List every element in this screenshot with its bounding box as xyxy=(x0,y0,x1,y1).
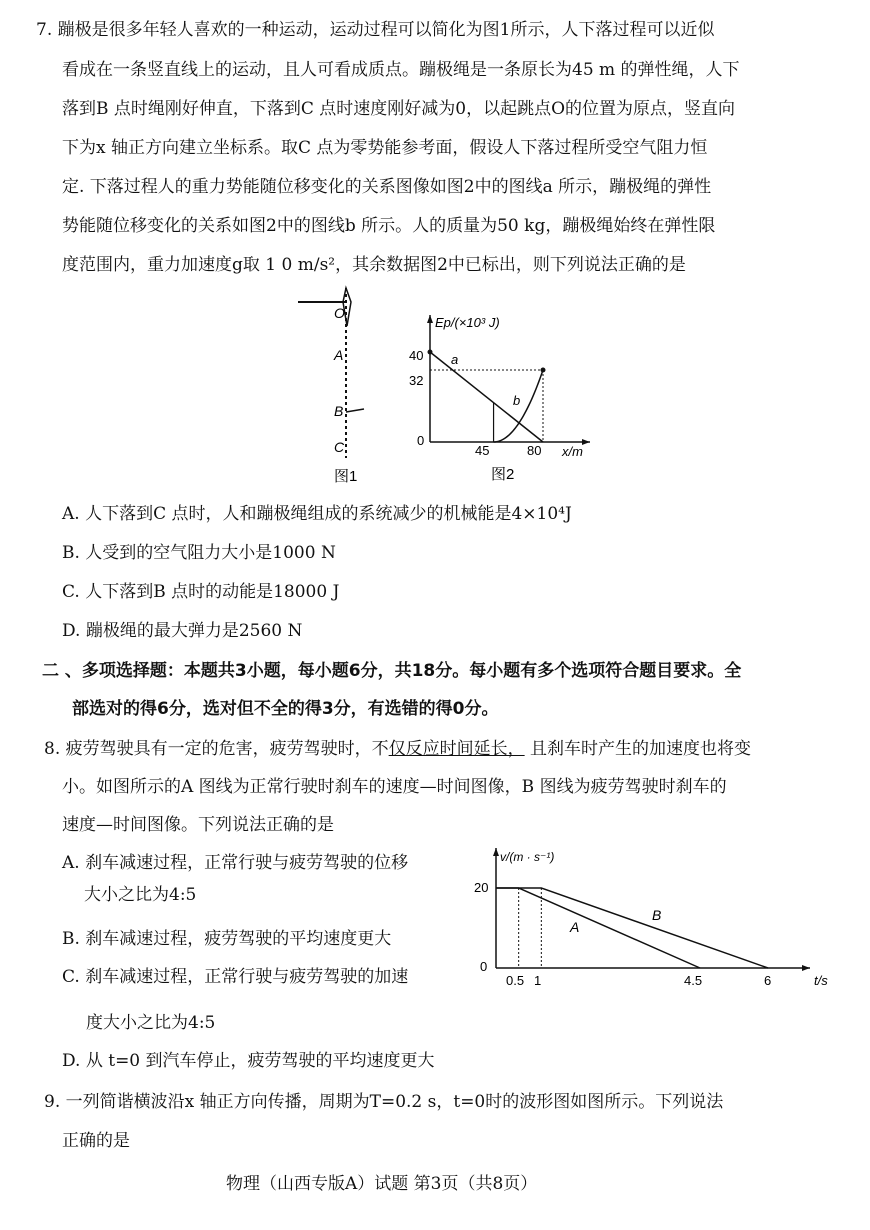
vt-xtick-4-5: 4.5 xyxy=(684,973,703,988)
fig2-point-b-end xyxy=(541,368,546,373)
q8-option-a-cont: 大小之比为4:5 xyxy=(84,885,197,905)
q7-option-d: D. 蹦极绳的最大弹力是2560 N xyxy=(62,621,303,641)
q8-line-1-underlined: 仅反应时间延长， xyxy=(388,739,525,759)
vt-xtick-1: 1 xyxy=(534,973,542,988)
q7-line-5: 定. 下落过程人的重力势能随位移变化的关系图像如图2中的图线a 所示，蹦极绳的弹性 xyxy=(62,177,712,197)
fig2-label-a: a xyxy=(451,352,459,367)
figure-2-energy-chart xyxy=(405,305,620,490)
q7-line-3: 落到B 点时绳刚好伸直，下落到C 点时速度刚好减为0，以起跳点O的位置为原点，竖直向 xyxy=(62,99,736,119)
fig2-xlabel: x/m xyxy=(562,444,583,459)
figure-1-bungee-diagram xyxy=(290,280,380,490)
q8-option-a: A. 刹车减速过程，正常行驶与疲劳驾驶的位移 xyxy=(62,853,409,873)
fig2-xtick-45: 45 xyxy=(475,443,490,458)
q7-line-1: 7. 蹦极是很多年轻人喜欢的一种运动，运动过程可以简化为图1所示，人下落过程可以近似 xyxy=(36,20,715,40)
fig1-label-c: C xyxy=(334,439,345,455)
fig1-caption: 图1 xyxy=(334,468,358,485)
vt-ytick-0: 0 xyxy=(480,959,488,974)
q9-line-1: 9. 一列简谐横波沿x 轴正方向传播，周期为T=0.2 s，t=0时的波形图如图所示。下列说法 xyxy=(44,1092,724,1112)
vt-label-b: B xyxy=(652,907,662,923)
fig2-ytick-32: 32 xyxy=(409,373,424,388)
vt-xlabel: t/s xyxy=(814,973,828,988)
q7-option-a: A. 人下落到C 点时，人和蹦极绳组成的系统减少的机械能是4×10⁴J xyxy=(62,504,572,524)
section-2-heading: 二 、多项选择题：本题共3小题，每小题6分，共18分。每小题有多个选项符合题目要求。全 xyxy=(42,661,742,681)
section-2-heading-line-2: 部选对的得6分，选对但不全的得3分，有选错的得0分。 xyxy=(72,699,499,719)
vt-xtick-6: 6 xyxy=(764,973,772,988)
fig2-ytick-40: 40 xyxy=(409,348,424,363)
vt-label-a: A xyxy=(570,919,580,935)
q8-line-1-part-a: 8. 疲劳驾驶具有一定的危害，疲劳驾驶时，不 xyxy=(44,739,389,759)
q7-option-c: C. 人下落到B 点时的动能是18000 J xyxy=(62,582,340,602)
vt-ylabel: v/(m · s⁻¹) xyxy=(500,850,555,864)
q7-line-7: 度范围内，重力加速度g取 1 0 m/s²，其余数据图2中已标出，则下列说法正确的是 xyxy=(62,255,686,275)
q8-option-c: C. 刹车减速过程，正常行驶与疲劳驾驶的加速 xyxy=(62,967,409,987)
q8-line-1-part-c: 且刹车时产生的加速度也将变 xyxy=(524,739,752,759)
q8-option-d: D. 从 t=0 到汽车停止，疲劳驾驶的平均速度更大 xyxy=(62,1051,435,1071)
q8-option-c-cont: 度大小之比为4:5 xyxy=(86,1013,216,1033)
q9-line-2: 正确的是 xyxy=(62,1131,130,1151)
fig2-caption: 图2 xyxy=(491,466,515,483)
q8-line-3: 速度—时间图像。下列说法正确的是 xyxy=(62,815,334,835)
vt-series-a-line xyxy=(496,888,700,968)
vt-series-b-line xyxy=(496,888,768,968)
page-footer: 物理（山西专版A）试题 第3页（共8页） xyxy=(226,1174,538,1194)
q8-line-1 xyxy=(44,738,751,760)
q7-option-b: B. 人受到的空气阻力大小是1000 N xyxy=(62,543,336,563)
fig2-series-a-line xyxy=(430,352,543,442)
fig2-ylabel: Ep/(×10³ J) xyxy=(435,315,500,330)
fig2-point-a-start xyxy=(428,350,433,355)
fig2-ytick-0: 0 xyxy=(417,433,425,448)
fig1-label-a: A xyxy=(334,347,344,363)
q7-line-6: 势能随位移变化的关系如图2中的图线b 所示。人的质量为50 kg，蹦极绳始终在弹性限 xyxy=(62,216,716,236)
q8-option-b: B. 刹车减速过程，疲劳驾驶的平均速度更大 xyxy=(62,929,392,949)
fig2-xtick-80: 80 xyxy=(527,443,542,458)
q8-velocity-time-chart xyxy=(470,840,840,1000)
fig2-label-b: b xyxy=(513,393,521,408)
fig1-label-b: B xyxy=(334,403,344,419)
vt-xtick-0-5: 0.5 xyxy=(506,973,525,988)
q7-line-2: 看成在一条竖直线上的运动，且人可看成质点。蹦极绳是一条原长为45 m 的弹性绳，人下 xyxy=(62,60,740,80)
vt-ytick-20: 20 xyxy=(474,880,489,895)
q7-line-4: 下为x 轴正方向建立坐标系。取C 点为零势能参考面，假设人下落过程所受空气阻力恒 xyxy=(62,138,708,158)
q8-line-2: 小。如图所示的A 图线为正常行驶时刹车的速度—时间图像，B 图线为疲劳驾驶时刹车的 xyxy=(62,777,727,797)
fig1-label-o: O xyxy=(334,305,345,321)
